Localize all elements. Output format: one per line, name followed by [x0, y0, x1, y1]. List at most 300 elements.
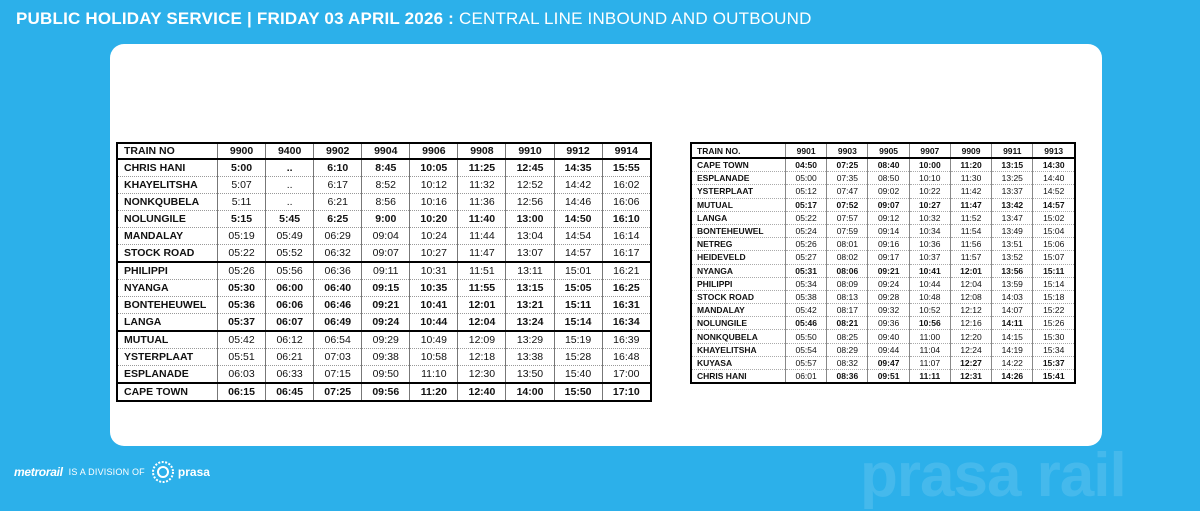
time-cell: 08:01	[827, 238, 868, 251]
time-cell: 5:45	[266, 211, 314, 228]
time-cell: 11:42	[950, 185, 991, 198]
time-cell: 10:12	[410, 177, 458, 194]
time-cell: 06:07	[266, 314, 314, 332]
time-cell: 11:25	[458, 159, 506, 177]
time-cell: 05:17	[786, 198, 827, 211]
time-cell: 04:50	[786, 158, 827, 172]
time-cell: 13:21	[506, 297, 554, 314]
time-cell: 09:04	[362, 228, 410, 245]
time-cell: 05:54	[786, 343, 827, 356]
station-name: STOCK ROAD	[691, 290, 786, 303]
time-cell: 13:51	[992, 238, 1033, 251]
time-cell: 06:06	[266, 297, 314, 314]
time-cell: 07:35	[827, 172, 868, 185]
train-number: 9400	[266, 143, 314, 159]
time-cell: 16:21	[602, 262, 651, 280]
time-cell: 11:55	[458, 280, 506, 297]
time-cell: 15:14	[1033, 277, 1075, 290]
time-cell: 08:50	[868, 172, 909, 185]
inbound-header-row	[117, 143, 651, 159]
time-cell: 12:27	[950, 356, 991, 369]
time-cell: 15:18	[1033, 290, 1075, 303]
time-cell: 12:12	[950, 304, 991, 317]
train-number: 9911	[992, 143, 1033, 158]
table-row	[117, 177, 651, 194]
station-name: NONKQUBELA	[691, 330, 786, 343]
table-row	[117, 280, 651, 297]
time-cell: 10:36	[909, 238, 950, 251]
train-number: 9909	[950, 143, 991, 158]
time-cell: 12:04	[458, 314, 506, 332]
time-cell: 11:07	[909, 356, 950, 369]
time-cell: 06:01	[786, 370, 827, 384]
footer-branding	[14, 459, 210, 485]
time-cell: 14:42	[554, 177, 602, 194]
time-cell: 8:56	[362, 194, 410, 211]
time-cell: 15:50	[554, 383, 602, 401]
time-cell: 09:28	[868, 290, 909, 303]
time-cell: 12:45	[506, 159, 554, 177]
train-number: 9906	[410, 143, 458, 159]
time-cell: 14:15	[992, 330, 1033, 343]
time-cell: 6:21	[314, 194, 362, 211]
time-cell: 08:09	[827, 277, 868, 290]
time-cell: 09:51	[868, 370, 909, 384]
time-cell: 13:47	[992, 211, 1033, 224]
time-cell: 05:22	[218, 245, 266, 263]
time-cell: 05:57	[786, 356, 827, 369]
time-cell: 09:07	[362, 245, 410, 263]
time-cell: 15:19	[554, 331, 602, 349]
time-cell: 10:56	[909, 317, 950, 330]
time-cell: 15:22	[1033, 304, 1075, 317]
time-cell: 05:42	[786, 304, 827, 317]
table-row	[117, 349, 651, 366]
time-cell: 12:40	[458, 383, 506, 401]
time-cell: 09:56	[362, 383, 410, 401]
time-cell: 5:07	[218, 177, 266, 194]
time-cell: 15:28	[554, 349, 602, 366]
time-cell: 17:10	[602, 383, 651, 401]
time-cell: 14:57	[1033, 198, 1075, 211]
time-cell: 11:40	[458, 211, 506, 228]
time-cell: 15:11	[1033, 264, 1075, 277]
time-cell: 05:26	[218, 262, 266, 280]
time-cell: 09:24	[868, 277, 909, 290]
time-cell: 12:20	[950, 330, 991, 343]
header-title-rest: CENTRAL LINE INBOUND AND OUTBOUND	[454, 9, 812, 28]
time-cell: 09:29	[362, 331, 410, 349]
time-cell: 6:17	[314, 177, 362, 194]
time-cell: 09:38	[362, 349, 410, 366]
train-number: 9900	[218, 143, 266, 159]
timetable-panel	[110, 44, 1102, 446]
time-cell: ..	[266, 177, 314, 194]
train-number: 9907	[909, 143, 950, 158]
table-row	[691, 277, 1075, 290]
time-cell: 09:50	[362, 366, 410, 384]
time-cell: 14:30	[1033, 158, 1075, 172]
time-cell: 07:52	[827, 198, 868, 211]
time-cell: 11:54	[950, 224, 991, 237]
table-row	[691, 172, 1075, 185]
time-cell: 09:07	[868, 198, 909, 211]
time-cell: 13:52	[992, 251, 1033, 264]
watermark-logo: prasa rail	[860, 441, 1126, 510]
time-cell: 08:21	[827, 317, 868, 330]
time-cell: 13:59	[992, 277, 1033, 290]
time-cell: 11:04	[909, 343, 950, 356]
time-cell: 12:04	[950, 277, 991, 290]
time-cell: 11:44	[458, 228, 506, 245]
time-cell: 13:15	[506, 280, 554, 297]
table-row	[117, 194, 651, 211]
station-name: KUYASA	[691, 356, 786, 369]
time-cell: 09:47	[868, 356, 909, 369]
time-cell: 13:37	[992, 185, 1033, 198]
time-cell: 15:37	[1033, 356, 1075, 369]
prasa-logo	[151, 460, 210, 484]
time-cell: 16:39	[602, 331, 651, 349]
time-cell: 5:00	[218, 159, 266, 177]
time-cell: 05:34	[786, 277, 827, 290]
time-cell: 12:24	[950, 343, 991, 356]
table-row	[117, 211, 651, 228]
time-cell: 6:10	[314, 159, 362, 177]
time-cell: 12:52	[506, 177, 554, 194]
time-cell: 05:31	[786, 264, 827, 277]
time-cell: 15:30	[1033, 330, 1075, 343]
time-cell: 10:27	[909, 198, 950, 211]
time-cell: ..	[266, 159, 314, 177]
table-row	[691, 343, 1075, 356]
time-cell: 14:03	[992, 290, 1033, 303]
time-cell: 05:22	[786, 211, 827, 224]
station-name: NYANGA	[117, 280, 218, 297]
time-cell: 06:29	[314, 228, 362, 245]
time-cell: 09:24	[362, 314, 410, 332]
time-cell: 12:31	[950, 370, 991, 384]
time-cell: 15:06	[1033, 238, 1075, 251]
time-cell: 07:03	[314, 349, 362, 366]
station-name: MUTUAL	[117, 331, 218, 349]
table-row	[117, 262, 651, 280]
time-cell: 10:58	[410, 349, 458, 366]
time-cell: 09:12	[868, 211, 909, 224]
train-number: 9902	[314, 143, 362, 159]
time-cell: 06:32	[314, 245, 362, 263]
station-name: MANDALAY	[117, 228, 218, 245]
time-cell: 15:04	[1033, 224, 1075, 237]
time-cell: 09:21	[868, 264, 909, 277]
time-cell: 06:21	[266, 349, 314, 366]
time-cell: 11:11	[909, 370, 950, 384]
train-number: 9904	[362, 143, 410, 159]
time-cell: 16:06	[602, 194, 651, 211]
table-row	[117, 366, 651, 384]
time-cell: 14:22	[992, 356, 1033, 369]
station-name: KHAYELITSHA	[691, 343, 786, 356]
time-cell: 11:47	[458, 245, 506, 263]
time-cell: 07:25	[827, 158, 868, 172]
time-cell: 10:35	[410, 280, 458, 297]
time-cell: ..	[266, 194, 314, 211]
time-cell: 11:36	[458, 194, 506, 211]
table-row	[691, 317, 1075, 330]
time-cell: 05:30	[218, 280, 266, 297]
table-row	[691, 264, 1075, 277]
time-cell: 12:01	[458, 297, 506, 314]
station-name: BONTEHEUWEL	[691, 224, 786, 237]
time-cell: 14:00	[506, 383, 554, 401]
time-cell: 10:44	[410, 314, 458, 332]
table-row	[691, 330, 1075, 343]
train-number: 9913	[1033, 143, 1075, 158]
time-cell: 14:54	[554, 228, 602, 245]
time-cell: 09:32	[868, 304, 909, 317]
time-cell: 06:03	[218, 366, 266, 384]
time-cell: 13:15	[992, 158, 1033, 172]
time-cell: 10:37	[909, 251, 950, 264]
time-cell: 09:40	[868, 330, 909, 343]
table-row	[691, 370, 1075, 384]
station-name: HEIDEVELD	[691, 251, 786, 264]
time-cell: 14:40	[1033, 172, 1075, 185]
time-cell: 08:13	[827, 290, 868, 303]
time-cell: 10:10	[909, 172, 950, 185]
station-name: NONKQUBELA	[117, 194, 218, 211]
time-cell: 15:40	[554, 366, 602, 384]
station-name: BONTEHEUWEL	[117, 297, 218, 314]
time-cell: 05:37	[218, 314, 266, 332]
time-cell: 16:02	[602, 177, 651, 194]
time-cell: 15:02	[1033, 211, 1075, 224]
time-cell: 15:41	[1033, 370, 1075, 384]
time-cell: 14:07	[992, 304, 1033, 317]
time-cell: 05:27	[786, 251, 827, 264]
outbound-timetable	[690, 142, 1076, 384]
time-cell: 10:24	[410, 228, 458, 245]
time-cell: 13:38	[506, 349, 554, 366]
time-cell: 05:00	[786, 172, 827, 185]
time-cell: 09:16	[868, 238, 909, 251]
time-cell: 08:29	[827, 343, 868, 356]
time-cell: 10:34	[909, 224, 950, 237]
table-row	[691, 211, 1075, 224]
time-cell: 06:00	[266, 280, 314, 297]
time-cell: 08:06	[827, 264, 868, 277]
station-name: NOLUNGILE	[691, 317, 786, 330]
train-number: 9901	[786, 143, 827, 158]
table-row	[691, 198, 1075, 211]
time-cell: 06:46	[314, 297, 362, 314]
time-cell: 07:59	[827, 224, 868, 237]
time-cell: 05:36	[218, 297, 266, 314]
time-cell: 09:17	[868, 251, 909, 264]
time-cell: 11:51	[458, 262, 506, 280]
time-cell: 11:00	[909, 330, 950, 343]
time-cell: 10:52	[909, 304, 950, 317]
station-name: STOCK ROAD	[117, 245, 218, 263]
time-cell: 13:04	[506, 228, 554, 245]
time-cell: 8:45	[362, 159, 410, 177]
time-cell: 14:11	[992, 317, 1033, 330]
station-name: MUTUAL	[691, 198, 786, 211]
time-cell: 07:25	[314, 383, 362, 401]
time-cell: 15:55	[602, 159, 651, 177]
time-cell: 12:16	[950, 317, 991, 330]
time-cell: 09:44	[868, 343, 909, 356]
time-cell: 05:50	[786, 330, 827, 343]
time-cell: 16:10	[602, 211, 651, 228]
time-cell: 14:26	[992, 370, 1033, 384]
time-cell: 09:11	[362, 262, 410, 280]
table-row	[691, 238, 1075, 251]
time-cell: 13:25	[992, 172, 1033, 185]
time-cell: 14:19	[992, 343, 1033, 356]
table-row	[691, 290, 1075, 303]
time-cell: 5:15	[218, 211, 266, 228]
time-cell: 12:08	[950, 290, 991, 303]
time-cell: 11:47	[950, 198, 991, 211]
table-row	[691, 224, 1075, 237]
station-name: ESPLANADE	[117, 366, 218, 384]
time-cell: 13:07	[506, 245, 554, 263]
time-cell: 10:48	[909, 290, 950, 303]
time-cell: 10:16	[410, 194, 458, 211]
table-row	[691, 185, 1075, 198]
time-cell: 08:17	[827, 304, 868, 317]
time-cell: 08:36	[827, 370, 868, 384]
time-cell: 05:56	[266, 262, 314, 280]
time-cell: 11:32	[458, 177, 506, 194]
time-cell: 09:15	[362, 280, 410, 297]
time-cell: 16:25	[602, 280, 651, 297]
prasa-emblem-icon	[151, 460, 175, 484]
time-cell: 05:51	[218, 349, 266, 366]
table-row	[117, 383, 651, 401]
time-cell: 13:50	[506, 366, 554, 384]
time-cell: 11:52	[950, 211, 991, 224]
time-cell: 11:10	[410, 366, 458, 384]
table-row	[691, 158, 1075, 172]
time-cell: 05:26	[786, 238, 827, 251]
page-header	[16, 9, 812, 29]
time-cell: 13:56	[992, 264, 1033, 277]
time-cell: 11:57	[950, 251, 991, 264]
time-cell: 8:52	[362, 177, 410, 194]
time-cell: 10:22	[909, 185, 950, 198]
time-cell: 13:11	[506, 262, 554, 280]
table-row	[691, 304, 1075, 317]
time-cell: 10:49	[410, 331, 458, 349]
time-cell: 06:49	[314, 314, 362, 332]
time-cell: 06:12	[266, 331, 314, 349]
station-name: YSTERPLAAT	[117, 349, 218, 366]
time-cell: 12:56	[506, 194, 554, 211]
time-cell: 05:49	[266, 228, 314, 245]
table-row	[691, 251, 1075, 264]
table-row	[117, 159, 651, 177]
time-cell: 6:25	[314, 211, 362, 228]
train-number: 9903	[827, 143, 868, 158]
time-cell: 15:05	[554, 280, 602, 297]
prasa-text: prasa	[177, 465, 210, 479]
table-row	[117, 245, 651, 263]
outbound-header-row	[691, 143, 1075, 158]
time-cell: 15:01	[554, 262, 602, 280]
time-cell: 16:17	[602, 245, 651, 263]
time-cell: 08:40	[868, 158, 909, 172]
time-cell: 14:46	[554, 194, 602, 211]
time-cell: 10:41	[909, 264, 950, 277]
time-cell: 11:30	[950, 172, 991, 185]
station-name: LANGA	[117, 314, 218, 332]
time-cell: 13:24	[506, 314, 554, 332]
train-number: 9908	[458, 143, 506, 159]
time-cell: 12:09	[458, 331, 506, 349]
table-row	[117, 331, 651, 349]
time-cell: 15:11	[554, 297, 602, 314]
time-cell: 15:14	[554, 314, 602, 332]
time-cell: 05:19	[218, 228, 266, 245]
time-cell: 16:34	[602, 314, 651, 332]
time-cell: 12:18	[458, 349, 506, 366]
station-name: CHRIS HANI	[117, 159, 218, 177]
station-name: NETREG	[691, 238, 786, 251]
station-name: CHRIS HANI	[691, 370, 786, 384]
time-cell: 05:42	[218, 331, 266, 349]
time-cell: 10:20	[410, 211, 458, 228]
time-cell: 14:35	[554, 159, 602, 177]
time-cell: 08:25	[827, 330, 868, 343]
time-cell: 06:40	[314, 280, 362, 297]
station-name: NYANGA	[691, 264, 786, 277]
time-cell: 10:41	[410, 297, 458, 314]
train-number: 9910	[506, 143, 554, 159]
time-cell: 12:01	[950, 264, 991, 277]
table-row	[117, 314, 651, 332]
division-text: IS A DIVISION OF	[68, 467, 145, 477]
time-cell: 06:54	[314, 331, 362, 349]
time-cell: 11:56	[950, 238, 991, 251]
time-cell: 13:29	[506, 331, 554, 349]
metrorail-logo: metrorail	[14, 465, 63, 479]
time-cell: 14:50	[554, 211, 602, 228]
time-cell: 05:24	[786, 224, 827, 237]
time-cell: 10:00	[909, 158, 950, 172]
time-cell: 5:11	[218, 194, 266, 211]
train-number: 9912	[554, 143, 602, 159]
time-cell: 09:36	[868, 317, 909, 330]
time-cell: 11:20	[410, 383, 458, 401]
station-name: MANDALAY	[691, 304, 786, 317]
time-cell: 13:00	[506, 211, 554, 228]
time-cell: 08:32	[827, 356, 868, 369]
time-cell: 09:02	[868, 185, 909, 198]
time-cell: 14:52	[1033, 185, 1075, 198]
time-cell: 06:45	[266, 383, 314, 401]
inbound-timetable	[116, 142, 652, 402]
station-name: KHAYELITSHA	[117, 177, 218, 194]
time-cell: 09:21	[362, 297, 410, 314]
time-cell: 11:20	[950, 158, 991, 172]
time-cell: 06:36	[314, 262, 362, 280]
header-label: TRAIN NO.	[691, 143, 786, 158]
time-cell: 05:46	[786, 317, 827, 330]
time-cell: 06:33	[266, 366, 314, 384]
station-name: LANGA	[691, 211, 786, 224]
